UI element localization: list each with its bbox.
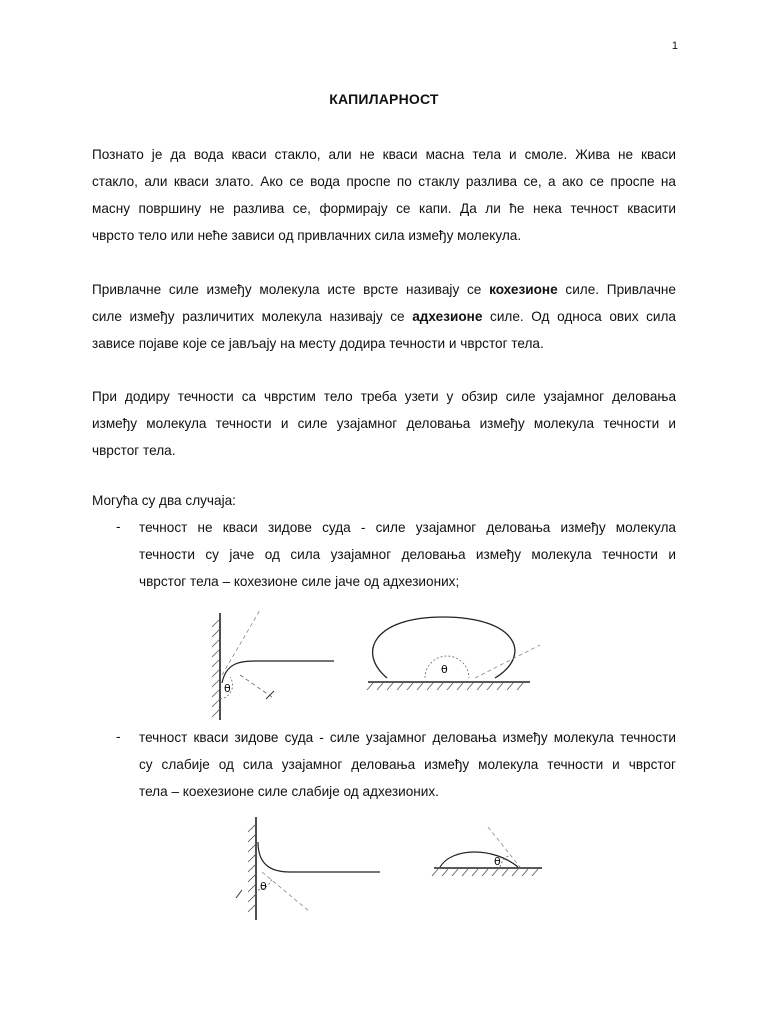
paragraph-1-line-3: масну површину не разлива се, формирају се капи. Да ли ће нека течност квасити	[92, 201, 676, 216]
theta-label: θ	[441, 663, 448, 676]
case-1-line-3: чврстог тела – кохезионе силе јаче од адхезионих;	[139, 574, 460, 589]
cases-intro: Могућа су два случаја:	[92, 493, 236, 508]
text-run: силе. Привлачне	[557, 282, 676, 297]
paragraph-2-line-1	[92, 276, 676, 303]
case-2-line-2: су слабије од сила узајамног деловања између молекула течности и чврстог	[139, 757, 676, 772]
list-bullet: -	[116, 729, 121, 744]
paragraph-2-line-2	[92, 303, 676, 330]
case-1-line-2: течности су јаче од сила узајамног деловања између молекула течности и	[139, 547, 676, 562]
figure-nonwetting-wall	[200, 605, 350, 725]
text-run: Привлачне силе између молекула исте врсте називају се	[92, 282, 490, 297]
paragraph-1-line-2: стакло, али кваси злато. Ако се вода проспе по стаклу разлива се, а ако се проспе на	[92, 174, 676, 189]
case-2-line-3: тела – коехезионе силе слабије од адхезионих.	[139, 784, 439, 799]
paragraph-1	[92, 141, 676, 249]
theta-label: θ	[260, 880, 267, 893]
text-run: силе. Од односа ових сила	[482, 309, 676, 324]
figure-nonwetting-drop	[365, 605, 540, 705]
paragraph-1-line-4: чврсто тело или неће зависи од привлачних сила између молекула.	[92, 228, 522, 243]
theta-label: θ	[224, 682, 231, 695]
term-cohesive: кохезионе	[489, 282, 558, 297]
paragraph-3-line-1: При додиру течности са чврстим тело треба узети у обзир силе узајамног деловања	[92, 389, 676, 404]
case-2-text	[139, 724, 676, 805]
case-2-line-1: течност кваси зидове суда - силе узајамног деловања између молекула течности	[139, 730, 676, 745]
page-number: 1	[671, 40, 678, 52]
term-adhesive: адхезионе	[412, 309, 483, 324]
paragraph-1-line-1: Познато је да вода кваси стакло, али не кваси масна тела и смоле. Жива не кваси	[92, 147, 676, 162]
figure-wetting-wall	[228, 812, 388, 922]
paragraph-3	[92, 383, 676, 464]
paragraph-2-line-3: зависе појаве које се јављају на месту додира течности и чврстог тела.	[92, 336, 544, 351]
figure-wetting-drop	[430, 815, 550, 895]
paragraph-2	[92, 276, 676, 357]
page-title: КАПИЛАРНОСТ	[329, 91, 439, 107]
theta-label: θ	[494, 855, 501, 868]
paragraph-3-line-2: између молекула течности и силе узајамног деловања између молекула течности и	[92, 416, 676, 431]
paragraph-3-line-3: чврстог тела.	[92, 443, 176, 458]
case-1-line-1: течност не кваси зидове суда - силе узајамног деловања између молекула	[139, 520, 676, 535]
list-bullet: -	[116, 519, 121, 534]
text-run: силе између различитих молекула називају се	[92, 309, 413, 324]
case-1-text	[139, 514, 676, 595]
